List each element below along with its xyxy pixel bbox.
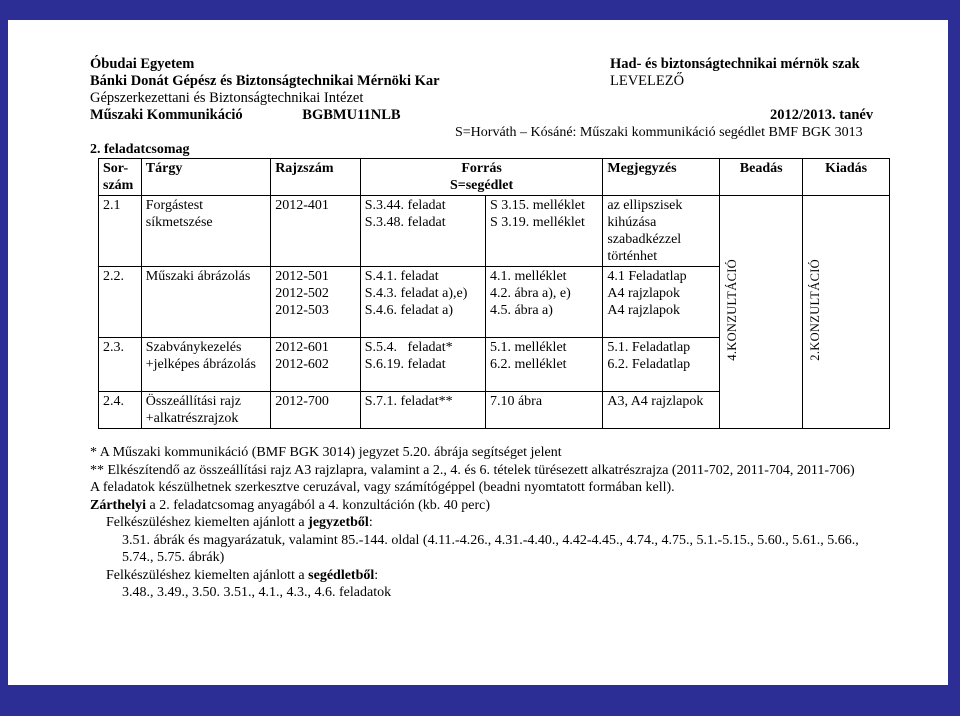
exam-note: Zárthelyi a 2. feladatcsomag anyagából a 4. konzultáción (kb. 40 perc) [90,497,491,513]
row-notes: 4.1 Feladatlap A4 rajzlapok A4 rajzlapok [603,267,720,338]
header-notes: Megjegyzés [603,159,720,196]
row-source-a: S.7.1. feladat** [360,392,485,429]
university-name: Óbudai Egyetem [90,56,195,72]
header-submit: Beadás [720,159,803,196]
row-num: 2.2. [99,267,142,338]
row-notes: 5.1. Feladatlap 6.2. Feladatlap [603,338,720,392]
row-source-a: S.3.44. feladat S.3.48. feladat [360,196,485,267]
row-drawing: 2012-501 2012-502 2012-503 [271,267,361,338]
row-source-b: 7.10 ábra [485,392,602,429]
prep-textbook-list: 3.51. ábrák és magyarázatuk, valamint 85.-144. oldal (4.11.-4.26., 4.31.-4.40., 4.42-4.45., 4.74., 4.75., 5.1.-5.15., 5.60., 5.61., 5.66., 5.74., 5.75. ábrák) [122,532,859,565]
row-subject: Forgástest síkmetszése [141,196,270,267]
study-mode: LEVELEZŐ [610,73,685,89]
header-issue: Kiadás [803,159,890,196]
header-left [90,56,610,124]
row-notes: A3, A4 rajzlapok [603,392,720,429]
footnote-star: * A Műszaki kommunikáció (BMF BGK 3014) jegyzet 5.20. ábrája segítséget jelent [90,445,562,460]
header-num: Sor- szám [99,159,142,196]
table-header-row [99,159,890,196]
notes-section [90,444,890,602]
course-name: Műszaki Kommunikáció [90,107,243,123]
prep-textbook-label: Felkészüléshez kiemelten ajánlott a jegyzetből: [106,515,373,530]
row-source-b: S 3.15. melléklet S 3.19. melléklet [485,196,602,267]
row-source-b: 4.1. melléklet 4.2. ábra a), e) 4.5. ábra a) [485,267,602,338]
header-source: Forrás S=segédlet [360,159,603,196]
course-code: BGBMU11NLB [302,107,401,123]
row-subject: Műszaki ábrázolás [141,267,270,338]
row-drawing: 2012-401 [271,196,361,267]
faculty-name: Bánki Donát Gépész és Biztonságtechnikai Mérnöki Kar [90,73,440,89]
row-subject: Szabványkezelés +jelképes ábrázolás [141,338,270,392]
header-right [610,56,890,90]
row-source-b: 5.1. melléklet 6.2. melléklet [485,338,602,392]
issue-column [803,196,890,429]
row-num: 2.4. [99,392,142,429]
header-subject: Tárgy [141,159,270,196]
institute-name: Gépszerkezettani és Biztonságtechnikai Intézet [90,90,364,106]
submit-column [720,196,803,429]
assignment-table [98,158,890,429]
row-subject: Összeállítási rajz +alkatrészrajzok [141,392,270,429]
header-drawing: Rajzszám [271,159,361,196]
row-drawing: 2012-601 2012-602 [271,338,361,392]
row-notes: az ellipszisek kihúzása szabadkézzel történhet [603,196,720,267]
document-page [8,20,948,685]
prep-guide-list: 3.48., 3.49., 3.50. 3.51., 4.1., 4.3., 4.6. feladatok [122,585,392,600]
row-drawing: 2012-700 [271,392,361,429]
table-row [99,196,890,267]
row-source-a: S.5.4. feladat* S.6.19. feladat [360,338,485,392]
format-note: A feladatok készülhetnek szerkesztve ceruzával, vagy számítógéppel (beadni nyomtatott formában kell). [90,480,675,495]
konzultacio-submit: 4.KONZULTÁCIÓ [725,258,740,361]
konzultacio-issue: 2.KONZULTÁCIÓ [808,258,823,361]
footnote-double-star: ** Elkészítendő az összeállítási rajz A3 rajzlapra, valamint a 2., 4. és 6. tételek türésezett alkatrészrajza (2011-702, 2011-704, 2011-706) [90,462,855,478]
program-name: Had- és biztonságtechnikai mérnök szak [610,56,860,72]
source-note: S=Horváth – Kósáné: Műszaki kommunikáció segédlet BMF BGK 3013 [455,125,863,140]
row-num: 2.3. [99,338,142,392]
row-source-a: S.4.1. feladat S.4.3. feladat a),e) S.4.6. feladat a) [360,267,485,338]
row-num: 2.1 [99,196,142,267]
academic-year: 2012/2013. tanév [770,107,874,123]
prep-guide-label: Felkészüléshez kiemelten ajánlott a segédletből: [106,567,379,583]
package-title: 2. feladatcsomag [90,142,190,157]
